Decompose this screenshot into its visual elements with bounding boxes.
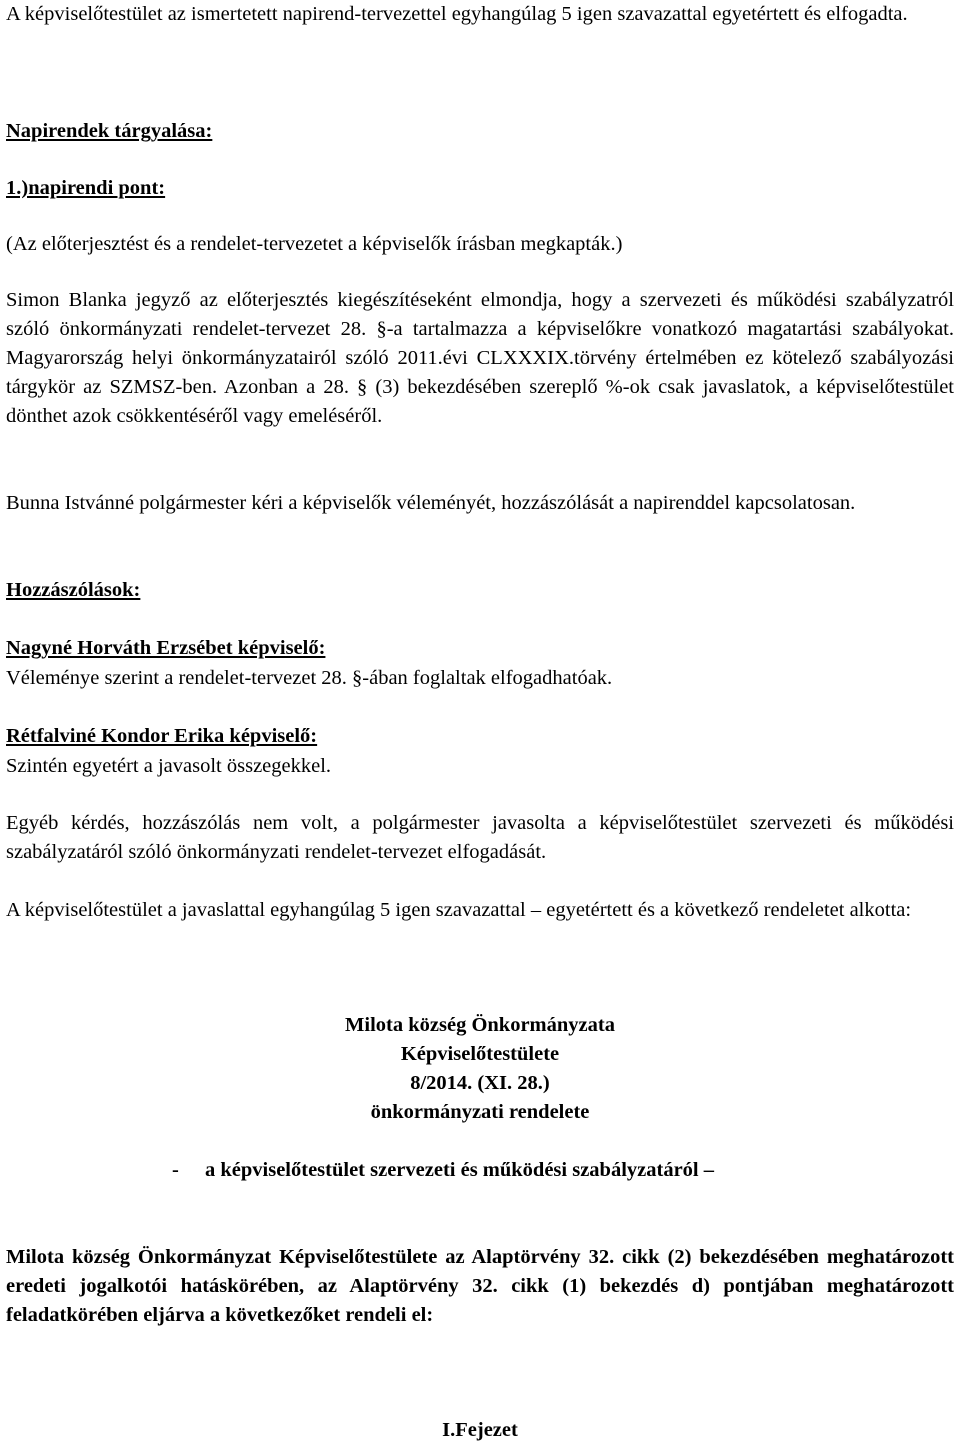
heading-napirendek: Napirendek tárgyalása: xyxy=(6,120,213,142)
paragraph-simon: Simon Blanka jegyző az előterjesztés kiegészítéseként elmondja, hogy a szervezeti és működési szabályzatról szóló önkormányzati rendelet-tervezet 28. §-a tartalmazza a képviselőkre vonatkozó magatartási szabályokat. Magyarország helyi önkormányzatairól szóló 2011.évi CLXXXIX.törvény értelmében ez kötelező szabályozási tárgykör az SZMSZ-ben. Azonban a 28. § (3) bekezdésében szereplő %-ok csak javaslatok, a képviselőtestület dönthet azok csökkentéséről vagy emeléséről. xyxy=(6,289,954,427)
intro-paragraph: A képviselőtestület az ismertetett napirend-tervezettel egyhangúlag 5 igen szavazattal egyetértett és elfogadta. xyxy=(6,3,908,25)
regulation-title-line-3: 8/2014. (XI. 28.) xyxy=(410,1072,550,1094)
regulation-preamble: Milota község Önkormányzat Képviselőtestülete az Alaptörvény 32. cikk (2) bekezdésében meghatározott eredeti jogalkotói hatáskörében, az Alaptörvény 32. cikk (1) bekezdés d) pontjában meghatározott feladatkörében eljárva a következőket rendeli el: xyxy=(6,1246,954,1326)
heading-nagyne: Nagyné Horváth Erzsébet képviselő: xyxy=(6,637,326,659)
regulation-title-block xyxy=(6,1011,954,1127)
chapter-heading: I.Fejezet xyxy=(442,1419,518,1441)
paragraph-szinten: Szintén egyetért a javasolt összegekkel. xyxy=(6,755,332,777)
paragraph-bunna: Bunna Istvánné polgármester kéri a képviselők véleményét, hozzászólását a napirenddel kapcsolatosan. xyxy=(6,492,856,514)
paragraph-egyeb: Egyéb kérdés, hozzászólás nem volt, a polgármester javasolta a képviselőtestület szervezeti és működési szabályzatáról szóló önkormányzati rendelet-tervezet elfogadását. xyxy=(6,812,954,863)
regulation-title-line-4: önkormányzati rendelete xyxy=(370,1101,590,1123)
regulation-title-line-1: Milota község Önkormányzata xyxy=(345,1014,615,1036)
subtitle-text: a képviselőtestület szervezeti és működési szabályzatáról – xyxy=(205,1159,714,1181)
paragraph-kepviselotestulet-dontes: A képviselőtestület a javaslattal egyhangúlag 5 igen szavazattal – egyetértett és a következő rendeletet alkotta: xyxy=(6,899,912,921)
regulation-title-line-2: Képviselőtestülete xyxy=(400,1043,560,1065)
subtitle-dash: - xyxy=(172,1159,179,1181)
heading-hozzaszolasok: Hozzászólások: xyxy=(6,579,141,601)
heading-retfalvine: Rétfalviné Kondor Erika képviselő: xyxy=(6,725,318,747)
paragraph-velemenye: Véleménye szerint a rendelet-tervezet 28. §-ában foglaltak elfogadhatóak. xyxy=(6,667,613,689)
heading-napirendi-pont: 1.)napirendi pont: xyxy=(6,177,166,199)
paragraph-eloterjesztes: (Az előterjesztést és a rendelet-tervezetet a képviselők írásban megkapták.) xyxy=(6,233,623,255)
